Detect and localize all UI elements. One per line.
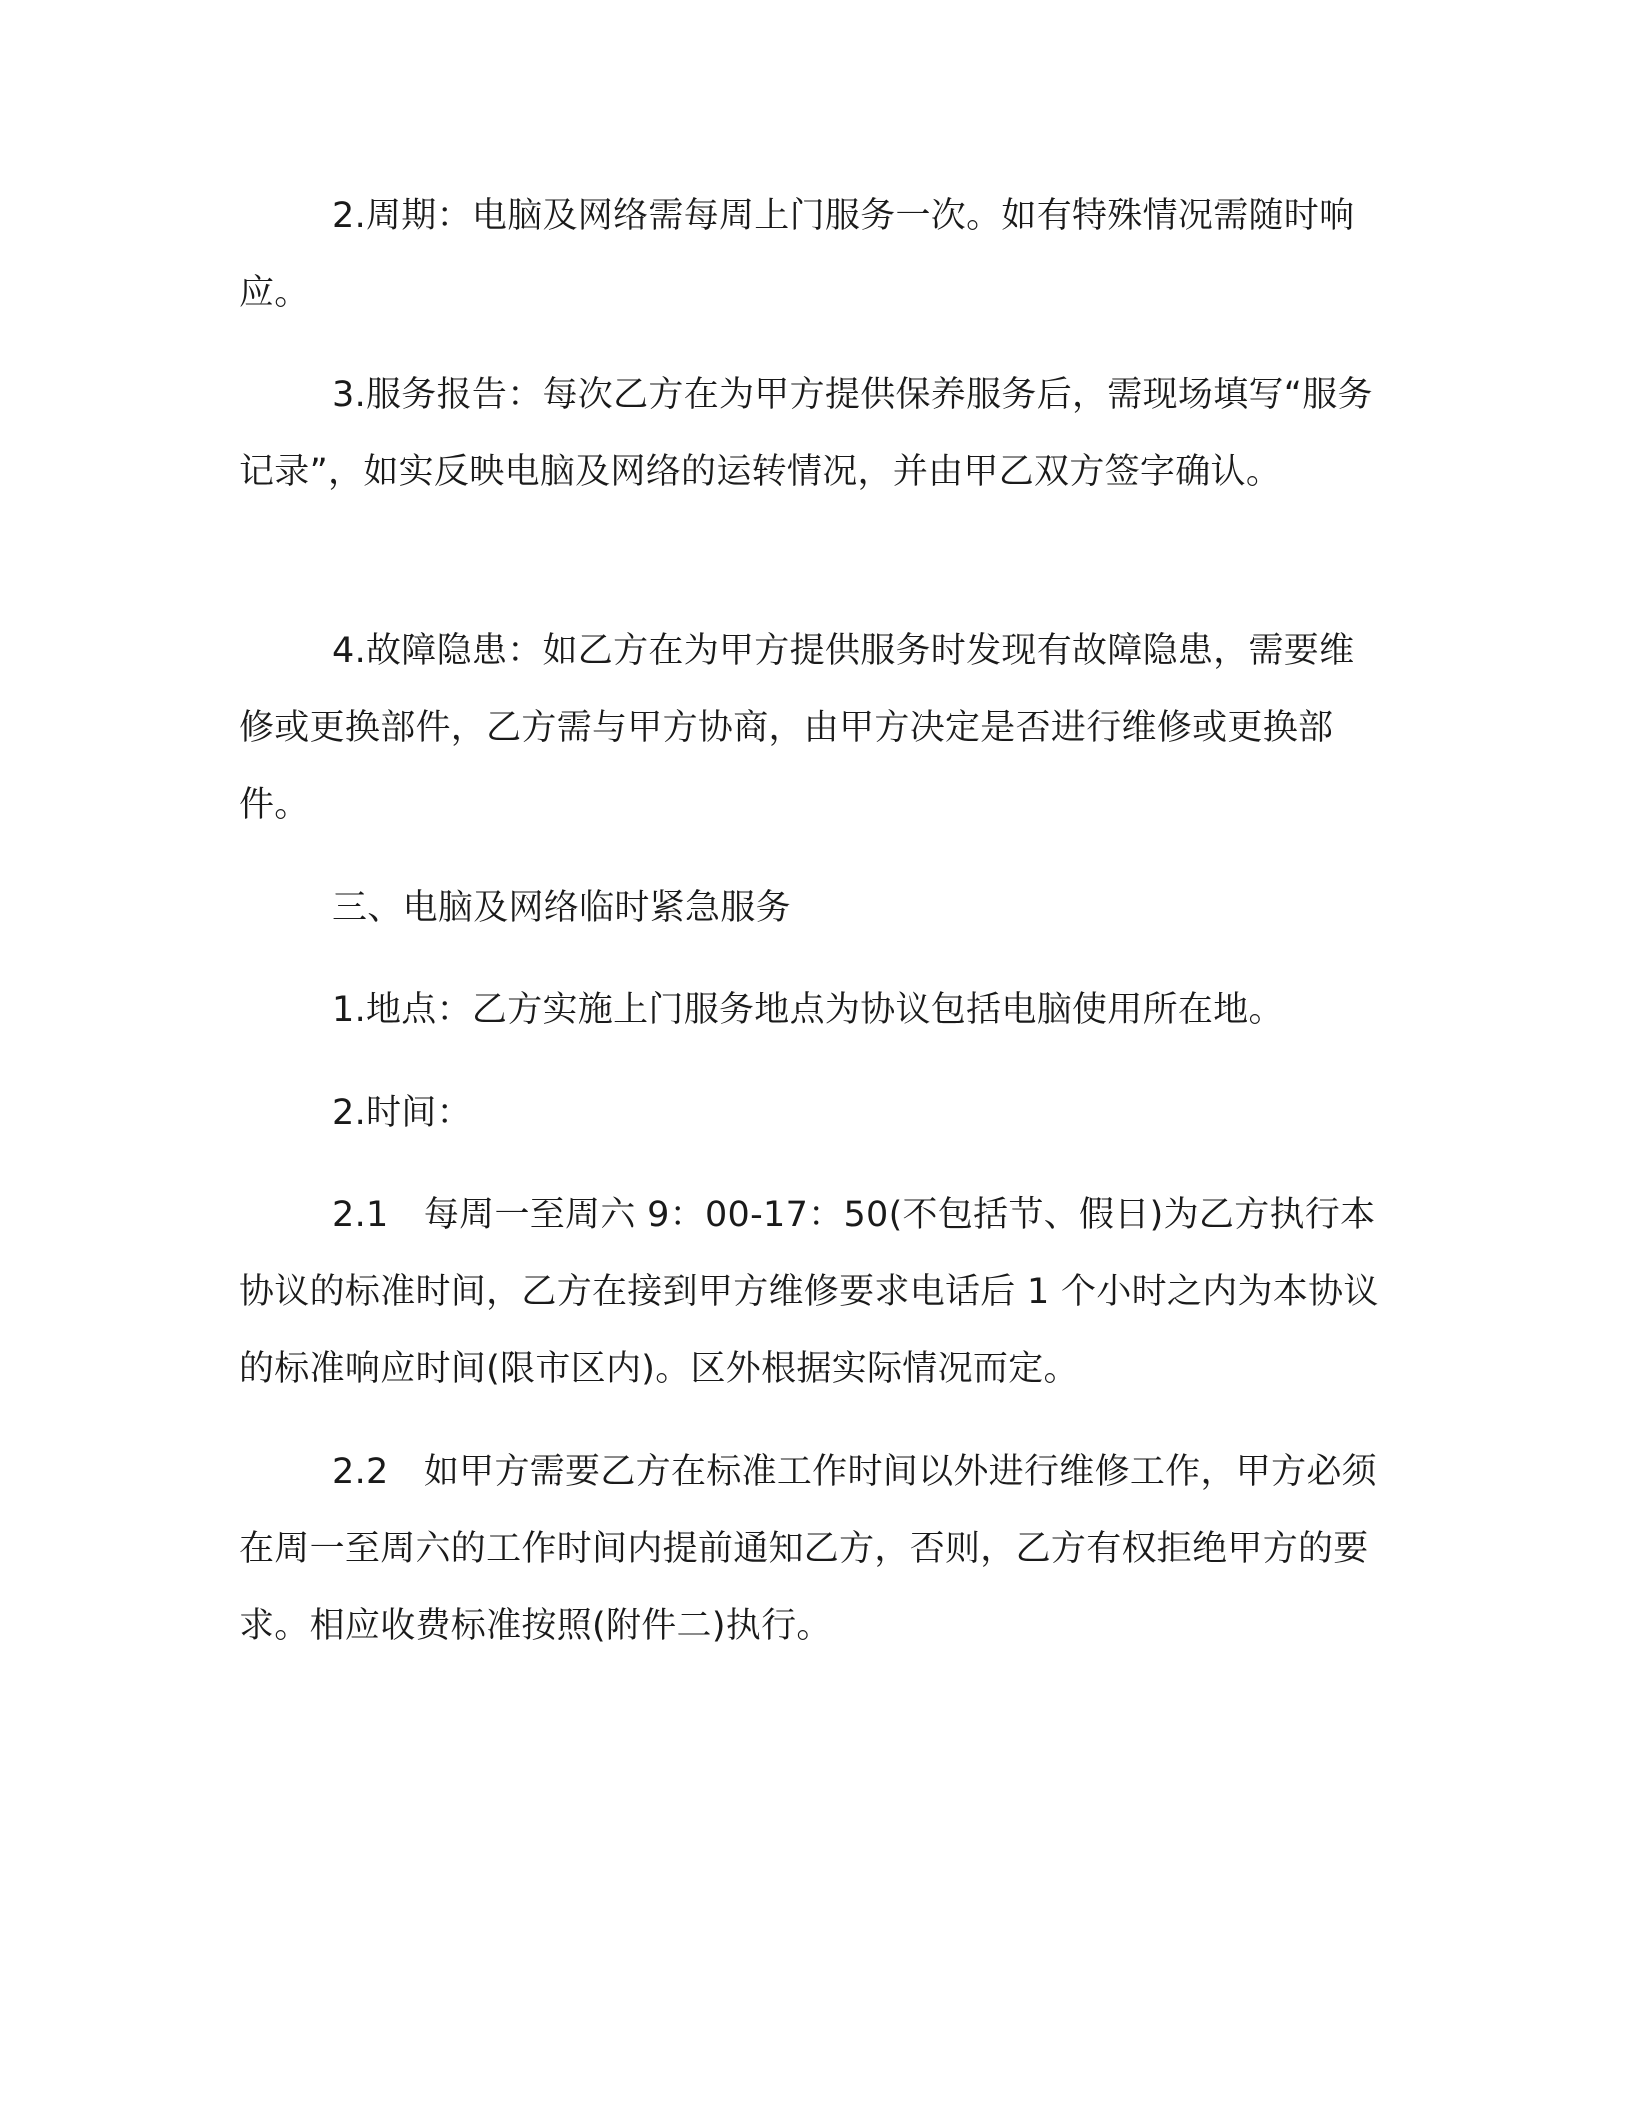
paragraph-time-label: 2.时间： [332,1093,472,1133]
paragraph-overtime-request: 2.2 如甲方需要乙方在标准工作时间以外进行维修工作，甲方必须在周一至周六的工作时间内提前通知乙方，否则，乙方有权拒绝甲方的要求。相应收费标准按照(附件二)执行。 [239,1452,1377,1646]
paragraph-standard-time: 2.1 每周一至周六 9：00-17：50(不包括节、假日)为乙方执行本协议的标准时间，乙方在接到甲方维修要求电话后 1 个小时之内为本协议的标准响应时间(限市区内)。区外根据实际情况而定。 [239,1195,1379,1389]
paragraph-service-cycle: 2.周期：电脑及网络需每周上门服务一次。如有特殊情况需随时响应。 [239,196,1355,313]
paragraph-location: 1.地点：乙方实施上门服务地点为协议包括电脑使用所在地。 [332,990,1284,1030]
section-heading-emergency-service: 三、电脑及网络临时紧急服务 [332,888,791,928]
paragraph-fault-hazard: 4.故障隐患：如乙方在为甲方提供服务时发现有故障隐患，需要维修或更换部件，乙方需与甲方协商，由甲方决定是否进行维修或更换部件。 [239,631,1355,825]
paragraph-service-report: 3.服务报告：每次乙方在为甲方提供保养服务后，需现场填写“服务记录”，如实反映电脑及网络的运转情况，并由甲乙双方签字确认。 [239,375,1373,492]
